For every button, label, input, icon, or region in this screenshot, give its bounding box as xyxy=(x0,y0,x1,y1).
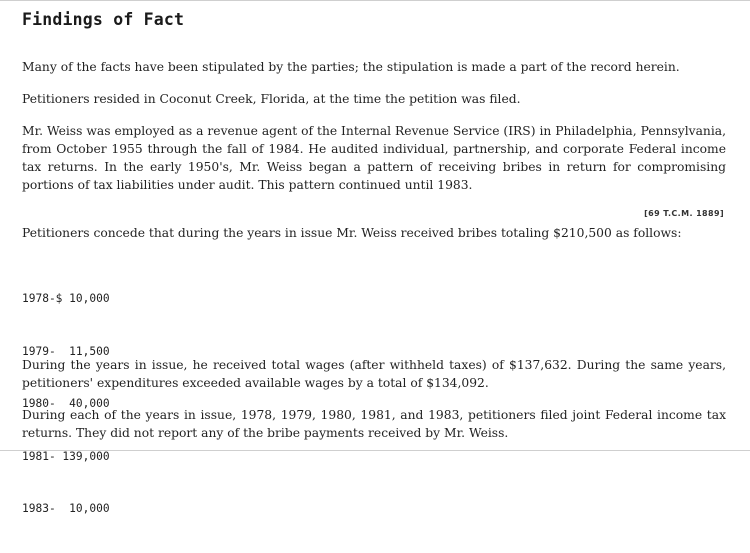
bribe-row-1979: 1979- 11,500 xyxy=(22,344,110,358)
paragraph-returns: During each of the years in issue, 1978, 1979, 1980, 1981, and 1983, petitioners filed joint Federal income tax returns. They did not report any of the bribe payments received by Mr. Weiss. xyxy=(22,408,726,440)
page-citation: [69 T.C.M. 1889] xyxy=(644,209,724,218)
paragraph-stipulation: Many of the facts have been stipulated by the parties; the stipulation is made a part of the record herein. xyxy=(22,60,680,74)
bribe-row-1978: 1978-$ 10,000 xyxy=(22,292,110,305)
section-heading: Findings of Fact xyxy=(22,10,185,29)
paragraph-employment: Mr. Weiss was employed as a revenue agent of the Internal Revenue Service (IRS) in Philadelphia, Pennsylvania, from October 1955 through the fall of 1984. He audited individual, partnership, and corporate Federal income tax returns. In the early 1950's, Mr. Weiss began a pattern of receiving bribes in return for compromising portions of tax liabilities under audit. This pattern continued until 1983. xyxy=(22,124,726,192)
bribe-row-1983: 1983- 10,000 xyxy=(22,502,110,515)
paragraph-concession: Petitioners concede that during the years in issue Mr. Weiss received bribes totaling $210,500 as follows: xyxy=(22,226,682,240)
bribe-list xyxy=(22,255,110,553)
paragraph-residence: Petitioners resided in Coconut Creek, Florida, at the time the petition was filed. xyxy=(22,92,521,106)
bribe-row-1981: 1981- 139,000 xyxy=(22,449,110,463)
paragraph-wages: During the years in issue, he received total wages (after withheld taxes) of $137,632. During the same years, petitioners' expenditures exceeded available wages by a total of $134,092. xyxy=(22,358,726,390)
bribe-row-1980: 1980- 40,000 xyxy=(22,397,110,410)
